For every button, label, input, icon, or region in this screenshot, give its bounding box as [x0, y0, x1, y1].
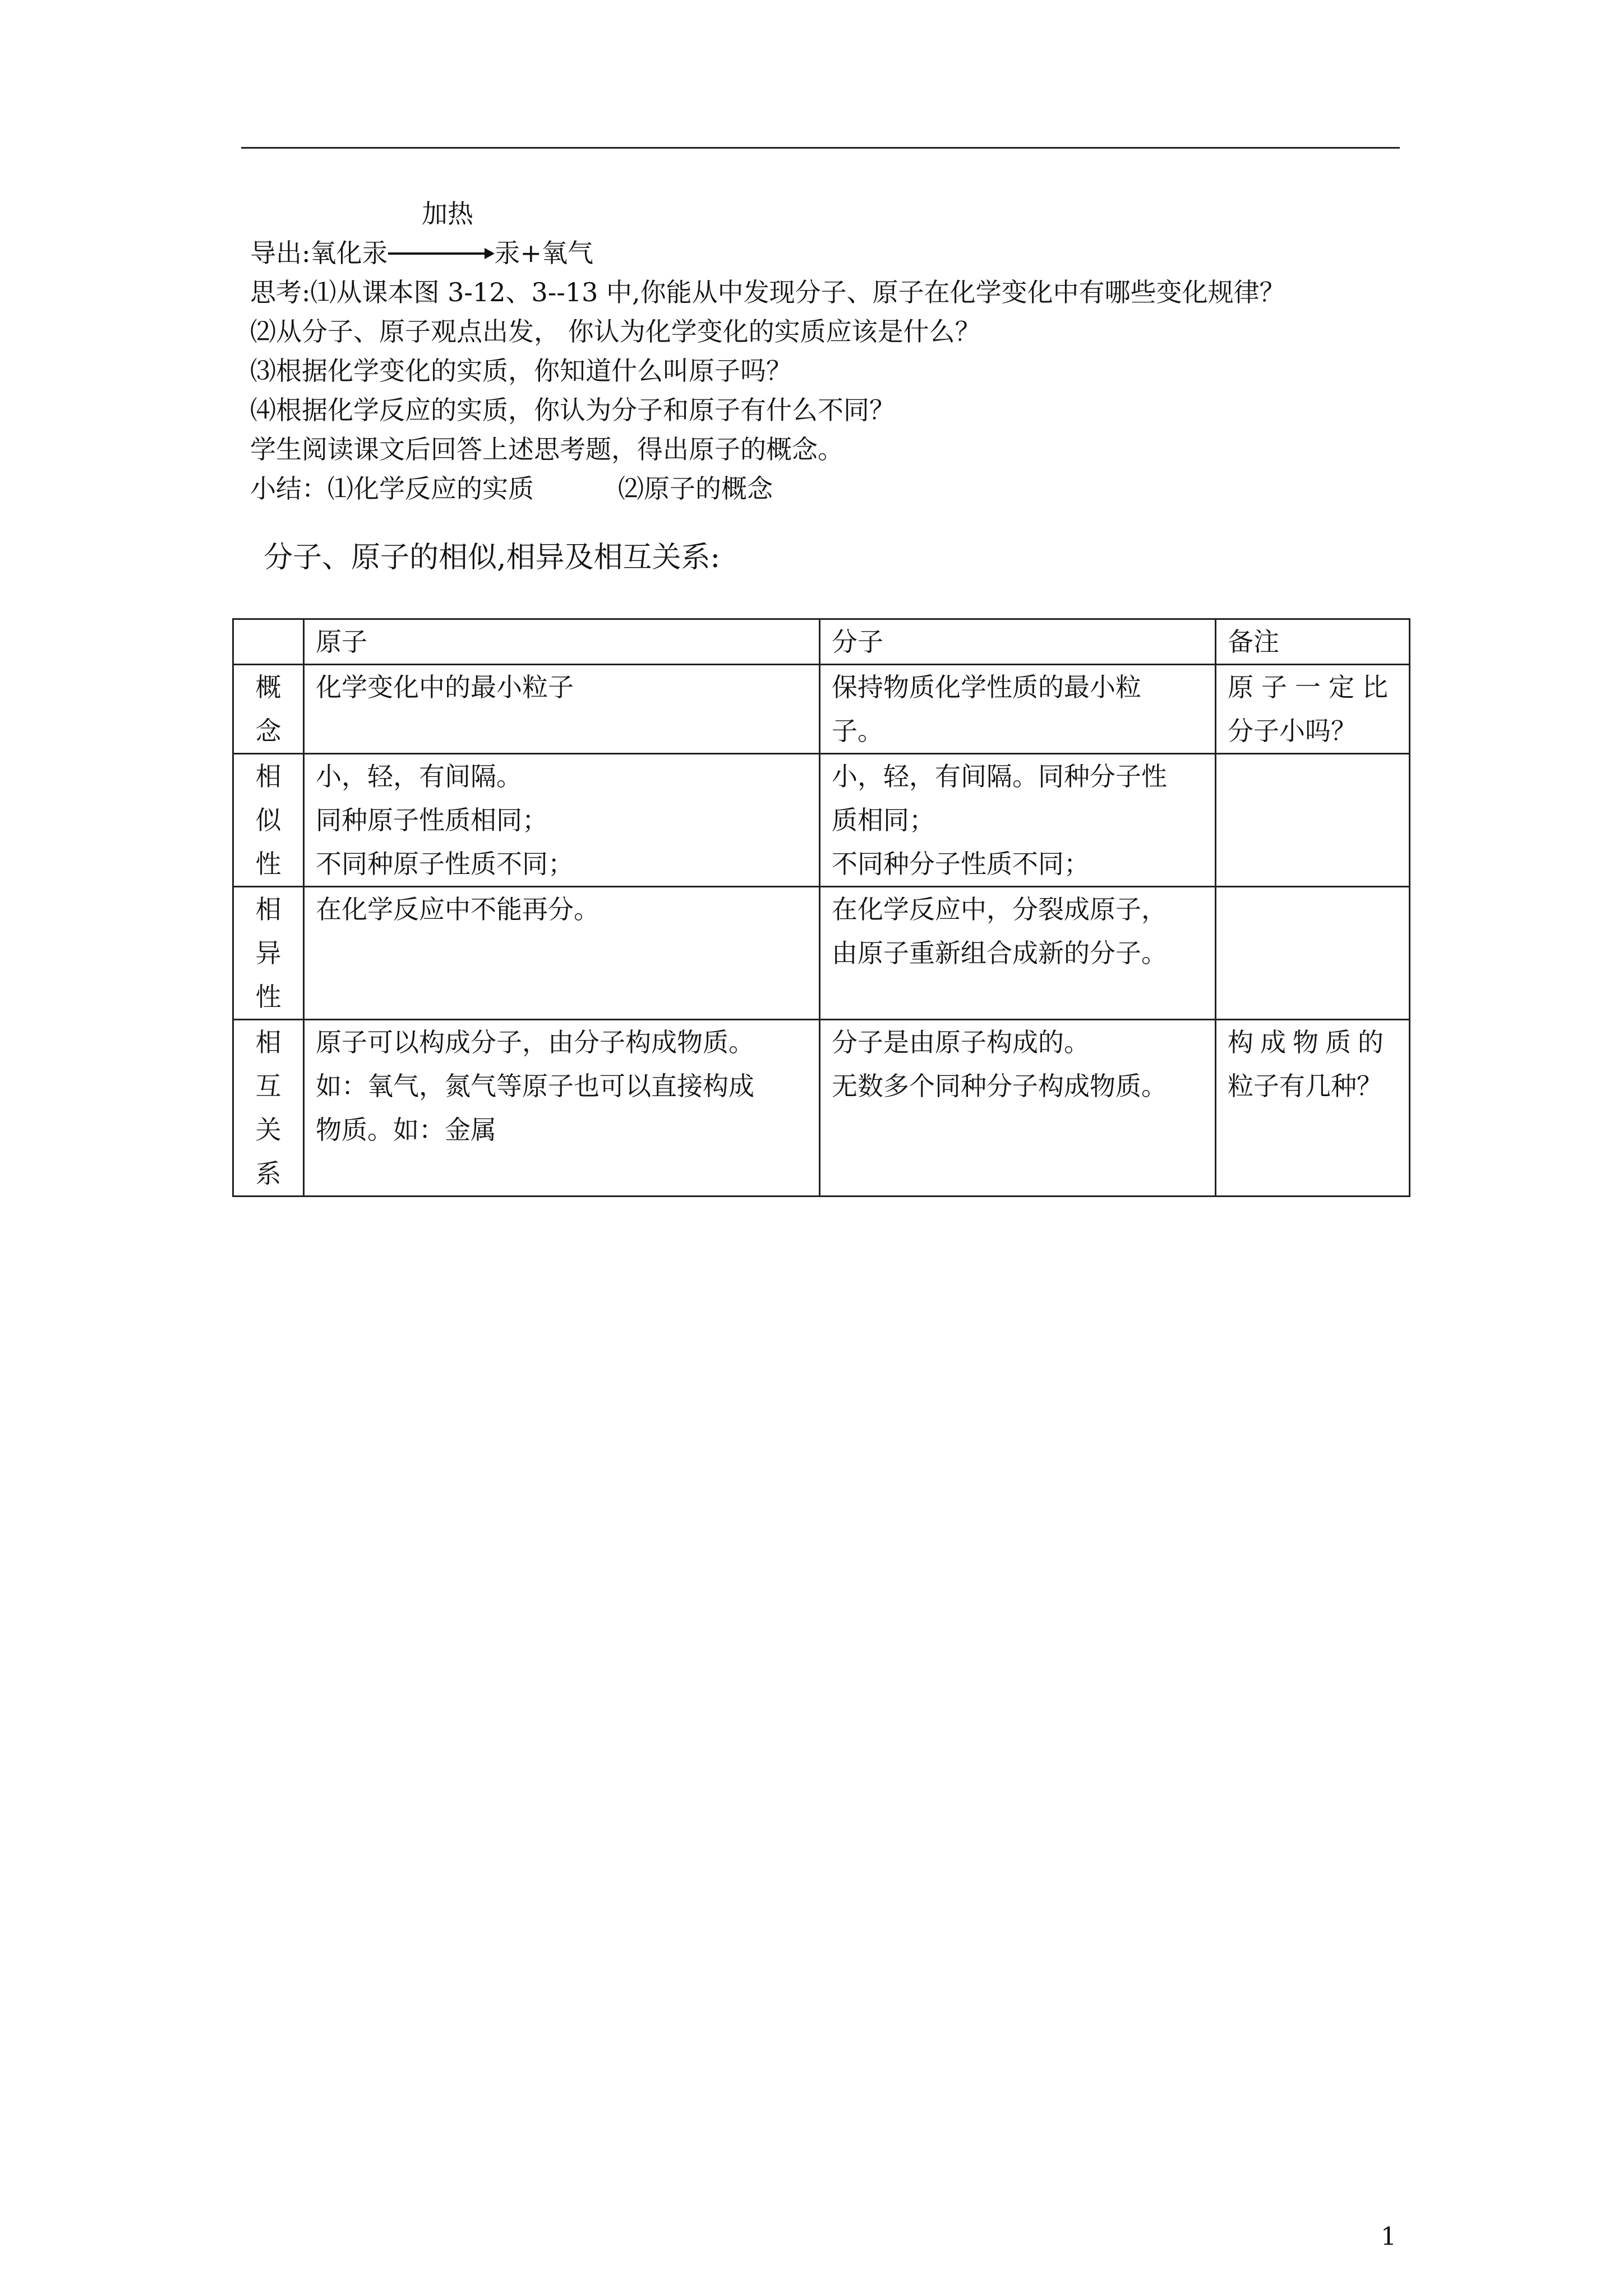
derive-products: 汞+氧气: [494, 238, 594, 268]
note-cell-empty: [1216, 754, 1410, 887]
note-cell: 构成物质的 粒子有几种？: [1216, 1020, 1410, 1197]
molecule-cell: 分子是由原子构成的。 无数多个同种分子构成物质。: [820, 1020, 1216, 1197]
header-cell-note: 备注: [1216, 619, 1410, 665]
table-row-similarity: [233, 754, 1410, 887]
row-label-difference: 相 异 性: [233, 887, 304, 1020]
think-question-2: ⑵从分子、原子观点出发， 你认为化学变化的实质应该是什么？: [250, 316, 981, 347]
note-cell: 原子一定比 分子小吗？: [1216, 665, 1410, 754]
table-row-concept: [233, 665, 1410, 754]
atom-cell: 小，轻，有间隔。 同种原子性质相同； 不同种原子性质不同；: [304, 754, 820, 887]
reaction-arrow-icon: [388, 240, 495, 266]
derive-reactant: 导出:氧化汞: [250, 238, 388, 268]
comparison-table: [232, 618, 1410, 1197]
row-label-relation: 相 互 关 系: [233, 1020, 304, 1197]
table-row-relation: [233, 1020, 1410, 1197]
note-cell-empty: [1216, 887, 1410, 1020]
reading-instruction: 学生阅读课文后回答上述思考题，得出原子的概念。: [250, 434, 843, 464]
think-question-4: ⑷根据化学反应的实质，你认为分子和原子有什么不同？: [250, 395, 895, 425]
molecule-cell: 在化学反应中，分裂成原子， 由原子重新组合成新的分子。: [820, 887, 1216, 1020]
atom-cell: 在化学反应中不能再分。: [304, 887, 820, 1020]
summary-part-2: ⑵原子的概念: [618, 473, 773, 504]
derive-line: [250, 240, 593, 266]
header-cell-molecule: 分子: [820, 619, 1216, 665]
molecule-cell: 小，轻，有间隔。同种分子性 质相同； 不同种分子性质不同；: [820, 754, 1216, 887]
think-question-3: ⑶根据化学变化的实质，你知道什么叫原子吗？: [250, 356, 792, 386]
molecule-cell: 保持物质化学性质的最小粒 子。: [820, 665, 1216, 754]
header-cell-empty: [233, 619, 304, 665]
table-header-row: [233, 619, 1410, 665]
table-heading: 分子、原子的相似,相异及相互关系:: [264, 541, 721, 574]
atom-cell: 原子可以构成分子，由分子构成物质。 如：氧气，氮气等原子也可以直接构成 物质。如：金属: [304, 1020, 820, 1197]
summary-line: [250, 473, 773, 504]
header-cell-atom: 原子: [304, 619, 820, 665]
heating-condition-label: 加热: [422, 199, 473, 229]
table-row-difference: [233, 887, 1410, 1020]
page-number: 1: [1381, 2223, 1396, 2251]
summary-part-1: 小结：⑴化学反应的实质: [250, 473, 534, 504]
atom-cell: 化学变化中的最小粒子: [304, 665, 820, 754]
header-rule: [241, 147, 1400, 149]
think-question-1: 思考:⑴从课本图 3-12、3--13 中,你能从中发现分子、原子在化学变化中有哪些变化规律？: [250, 277, 1285, 307]
row-label-similarity: 相 似 性: [233, 754, 304, 887]
row-label-concept: 概 念: [233, 665, 304, 754]
